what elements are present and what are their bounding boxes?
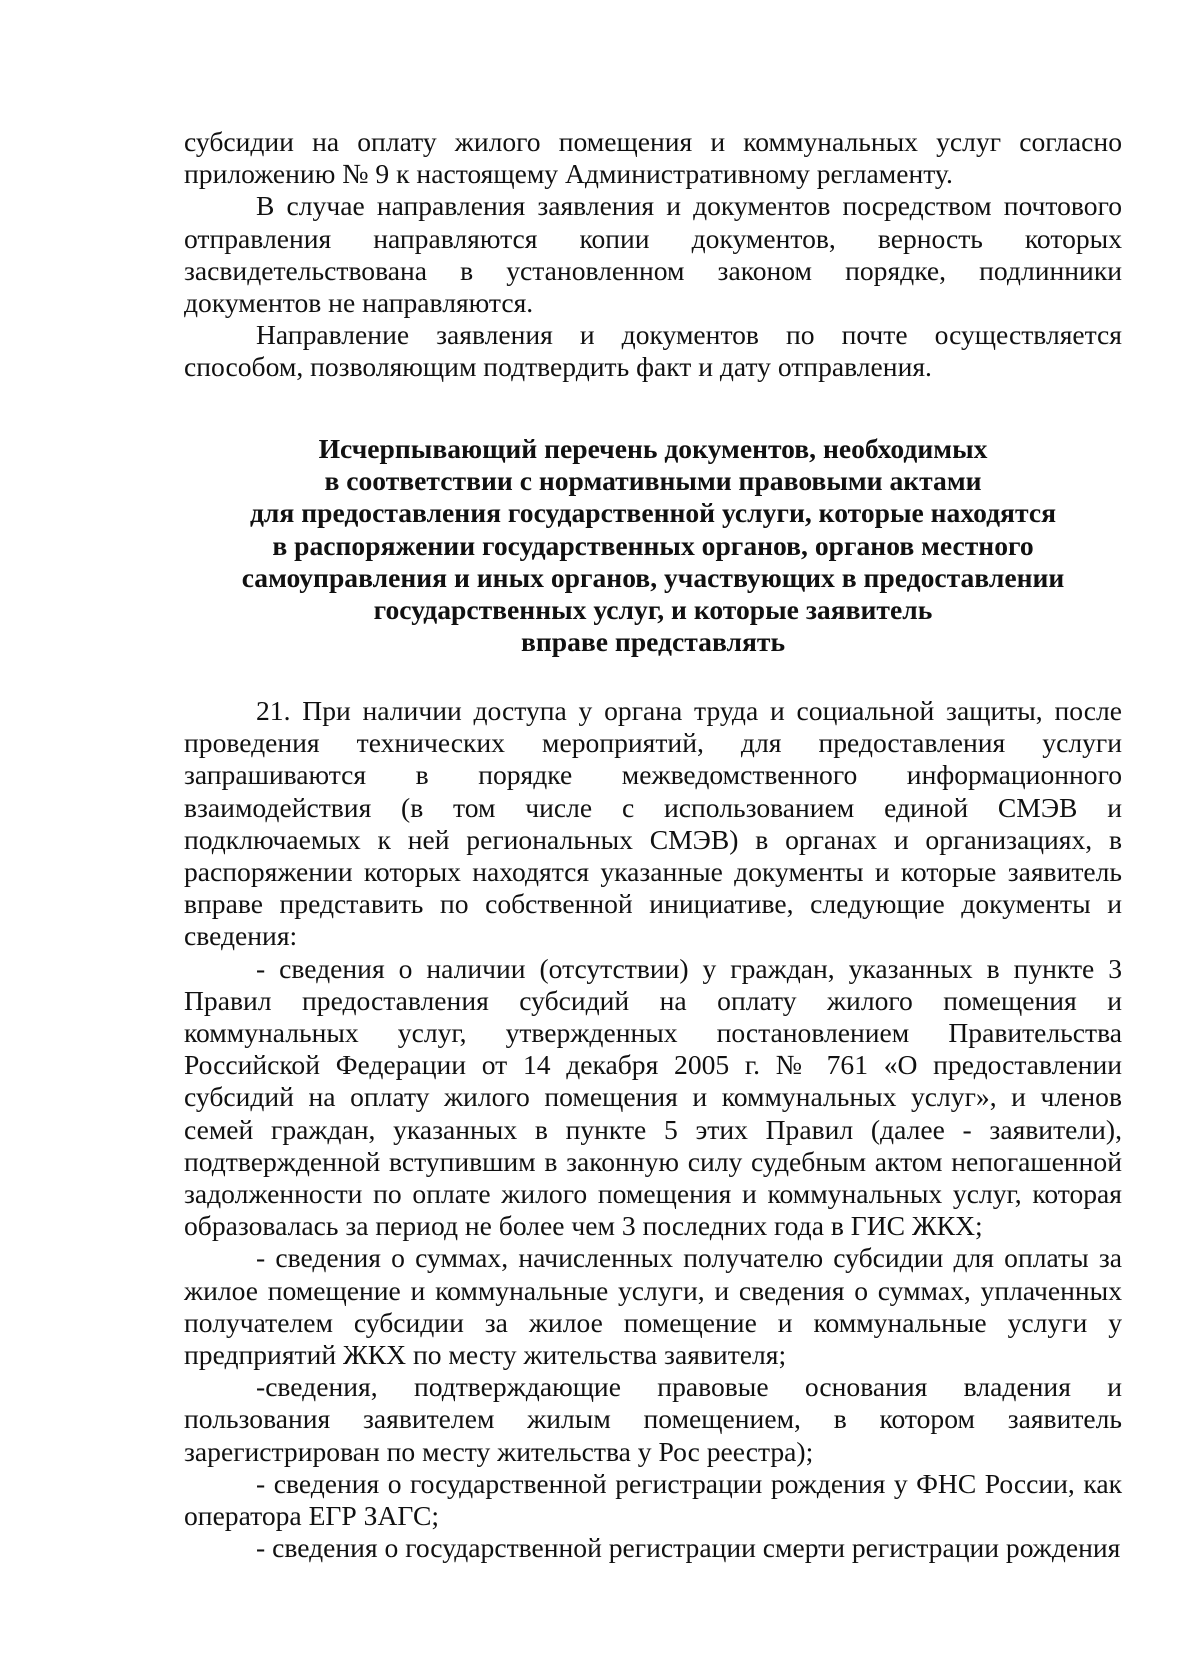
heading-line: для предоставления государственной услуги, которые находятся	[249, 497, 1057, 529]
list-item-debt-info: - сведения о наличии (отсутствии) у граждан, указанных в пункте 3 Правил предоставления субсидий на оплату жилого помещения и коммунальных услуг, утвержденных постановлением Правительства Российской Федерации от 14 декабря 2005 г. № 761 «О предоставлении субсидий на оплату жилого помещения и коммунальных услуг», и членов семей граждан, указанных в пункте 5 этих Правил (далее - заявители), подтвержденной вступившим в законную силу судебным актом непогашенной задолженности по оплате жилого помещения и коммунальных услуг, которая образовалась за период не более чем 3 последних года в ГИС ЖКХ;	[184, 952, 1122, 1242]
list-item-birth-registration: - сведения о государственной регистрации рождения у ФНС России, как оператора ЕГР ЗАГС;	[184, 1467, 1122, 1532]
paragraph-postal-method: Направление заявления и документов по почте осуществляется способом, позволяющим подтвердить факт и дату отправления.	[184, 319, 1122, 383]
paragraph-continuation: субсидии на оплату жилого помещения и коммунальных услуг согласно приложению № 9 к настоящему Административному регламенту.	[184, 126, 1122, 190]
main-text-block	[184, 695, 1122, 1564]
heading-line: самоуправления и иных органов, участвующих в предоставлении	[241, 561, 1065, 593]
heading-line: вправе представлять	[520, 626, 786, 658]
heading-line: в соответствии с нормативными правовыми актами	[324, 465, 982, 497]
intro-text-block	[184, 126, 1122, 384]
list-item-ownership-rights: -сведения, подтверждающие правовые основания владения и пользования заявителем жилым помещением, в котором заявитель зарегистрирован по месту жительства у Рос реестра);	[184, 1371, 1122, 1467]
heading-line: Исчерпывающий перечень документов, необходимых	[318, 433, 988, 464]
list-item-accrued-sums: - сведения о суммах, начисленных получателю субсидии для оплаты за жилое помещение и коммунальные услуги, и сведения о суммах, уплаченных получателем субсидии за жилое помещение и коммунальные услуги у предприятий ЖКХ по месту жительства заявителя;	[184, 1242, 1122, 1371]
paragraph-21: 21. При наличии доступа у органа труда и социальной защиты, после проведения технических мероприятий, для предоставления услуги запрашиваются в порядке межведомственного информационного взаимодействия (в том числе с использованием единой СМЭВ и подключаемых к ней региональных СМЭВ) в органах и организациях, в распоряжении которых находятся указанные документы и которые заявитель вправе представить по собственной инициативе, следующие документы и сведения:	[184, 695, 1122, 952]
heading-line: государственных услуг, и которые заявитель	[373, 594, 933, 626]
paragraph-postal-submission: В случае направления заявления и документов посредством почтового отправления направляются копии документов, верность которых засвидетельствована в установленном законом порядке, подлинники документов не направляются.	[184, 190, 1122, 319]
section-heading	[184, 433, 1122, 658]
list-item-death-registration: - сведения о государственной регистрации смерти регистрации рождения	[256, 1532, 1121, 1564]
heading-line: в распоряжении государственных органов, органов местного	[272, 529, 1034, 561]
